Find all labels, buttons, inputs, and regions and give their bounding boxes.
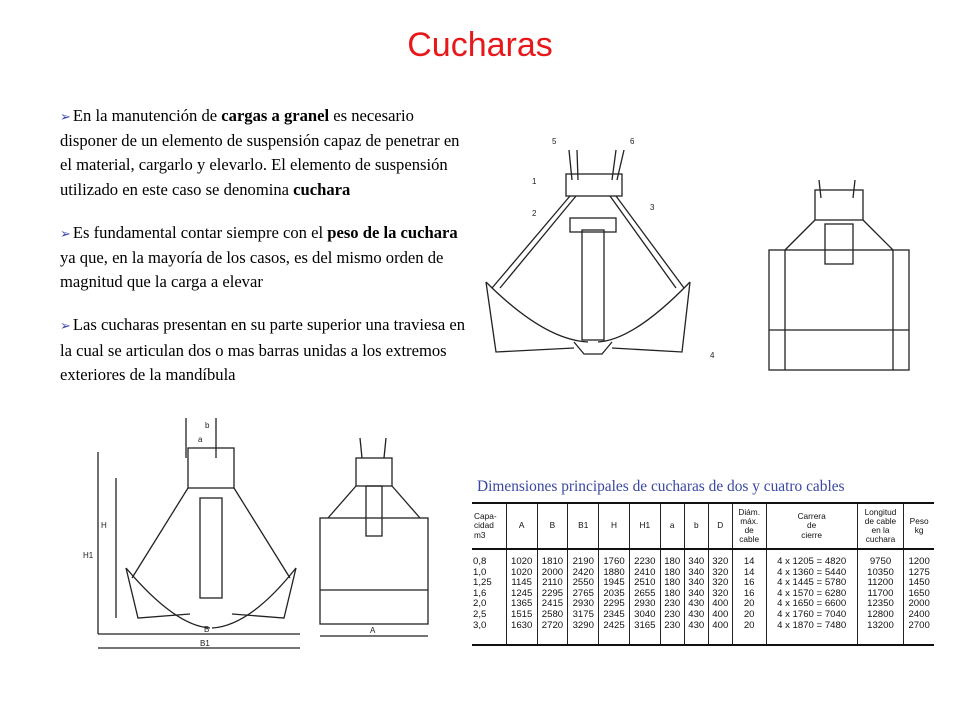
table-header-cell: a [660,503,684,549]
table-cell [660,549,684,645]
table-cell-value: 340 [688,566,705,578]
table-cell [537,549,568,645]
table-cell-value: 12800 [867,608,894,620]
table-cell-value: 2295 [603,598,625,610]
table-header-cell: D [708,503,732,549]
table-cell-value: 1,0 [473,566,487,578]
table-cell-value: 1650 [908,587,930,599]
dimension-label: b [205,421,210,430]
table-cell-value: 1450 [908,577,930,589]
table-cell-value: 10350 [867,566,894,578]
table-cell-value: 20 [743,619,755,631]
part-number-label: 4 [710,351,715,360]
table-cell [732,549,766,645]
table-header-cell: Peso kg [904,503,934,549]
part-number-label: 6 [630,137,635,146]
table-header-cell: H1 [629,503,660,549]
table-cell-value: 4 x 1205 = 4820 [777,556,847,567]
dimension-label: A [370,626,376,635]
table-header-cell: Capa- cidad m3 [474,511,497,540]
dimension-label: B [204,625,210,634]
table-cell-value: 2190 [572,556,594,567]
table-header-cell: b [684,503,708,549]
bullet-item-2 [60,221,470,295]
table-cell-value: 2,5 [473,608,487,620]
table-cell-value: 2035 [603,587,625,599]
arrow-bullet-icon: ➢ [60,225,71,241]
table-cell-value: 1245 [511,587,533,599]
dimension-label: B1 [200,639,210,648]
table-header-row [472,503,934,549]
part-number-label: 5 [552,137,557,146]
dimension-label: a [198,435,203,444]
table-cell-value: 11200 [867,577,894,589]
table-cell-value: 1630 [511,619,533,631]
table-cell-value: 2700 [908,619,930,631]
table-cell-value: 3290 [572,619,594,631]
table-cell-value: 3040 [634,608,656,620]
dimension-label: H1 [83,551,94,560]
table-cell-value: 2930 [572,598,594,610]
table-cell-value: 400 [712,619,729,631]
table-cell [684,549,708,645]
table-row [472,549,934,645]
table-header-cell: Carrera de cierre [766,503,857,549]
arrow-bullet-icon: ➢ [60,318,71,334]
table-cell-value: 400 [712,598,729,610]
bullet-text: En la manutención de [72,106,222,125]
table-cell-value: 4 x 1650 = 6600 [777,598,847,610]
table-header-cell: H [599,503,630,549]
table-cell-value: 230 [664,608,681,620]
table-cell-value: 180 [664,577,681,589]
table-cell-value: 4 x 1570 = 6280 [777,587,847,599]
table-cell-value: 2400 [908,608,930,620]
table-cell-value: 0,8 [473,556,487,567]
table-cell-value: 2550 [572,577,594,589]
bullet-text: Las cucharas presentan en su parte superior una traviesa en la cual se articulan dos o mas barras unidas a los extremos exteriores de la mandíbula [60,315,465,384]
table-cell [568,549,599,645]
table-header-cell: B [537,503,568,549]
table-cell-value: 320 [712,577,729,589]
table-header-cell: Longitud de cable en la cuchara [857,503,904,549]
table-cell-value: 12350 [867,598,894,610]
table-cell-value: 4 x 1360 = 5440 [777,566,847,578]
table-cell [472,549,506,645]
grab-side-view-diagram [755,180,925,380]
grab-side-view-diagram [312,438,437,648]
table-cell-value: 340 [688,577,705,589]
table-header-cell: Diám. máx. de cable [732,503,766,549]
table-cell-value: 2580 [541,608,564,620]
table-cell-value: 1,6 [473,587,487,599]
table-cell-value: 2000 [908,598,930,610]
bullet-text: ya que, en la mayoría de los casos, es del mismo orden de magnitud que la carga a elevar [60,248,444,292]
table-cell-value: 16 [743,587,755,599]
table-cell-value: 2720 [541,619,564,631]
part-number-label: 2 [532,209,537,218]
table-cell-value: 2765 [572,587,594,599]
table-cell-value: 230 [664,598,681,610]
table-cell-value: 11700 [867,587,894,599]
table-cell-value: 2230 [634,556,656,567]
bullet-emphasis: cuchara [293,179,351,199]
table-cell-value: 1275 [908,566,930,578]
table-header-cell: A [506,503,537,549]
table-cell-value: 2510 [634,577,656,589]
table-cell-value: 2410 [634,566,656,578]
table-cell-value: 2110 [542,577,563,589]
table-cell-value: 2,0 [473,598,487,610]
table-cell-value: 1145 [511,577,532,589]
two-cable-grab-diagram [474,130,744,385]
dimension-label: H [101,521,107,530]
table-cell-value: 2415 [541,598,564,610]
table-cell-value: 430 [688,619,705,631]
table-cell-value: 430 [688,598,705,610]
table-cell-value: 13200 [867,619,894,631]
table-cell-value: 4 x 1870 = 7480 [777,619,847,631]
table-cell-value: 14 [743,566,755,578]
arrow-bullet-icon: ➢ [60,109,71,124]
table-cell-value: 2425 [603,619,625,631]
table-cell-value: 2295 [541,587,564,599]
table-cell-value: 16 [743,577,755,589]
table-cell-value: 230 [664,619,681,631]
table-cell-value: 1020 [511,556,533,567]
table-cell [506,549,537,645]
table-cell-value: 2655 [634,587,656,599]
table-cell-value: 2000 [541,566,564,578]
dimensioned-grab-diagram [80,418,320,658]
table-header-cell: B1 [568,503,599,549]
table-cell [766,549,857,645]
table-cell-value: 1760 [603,556,625,567]
table-cell-value: 320 [712,587,729,599]
table-cell-value: 4 x 1760 = 7040 [777,608,847,620]
table-cell-value: 2930 [634,598,656,610]
bullet-emphasis: cargas a granel [221,106,330,125]
table-cell-value: 3165 [634,619,656,631]
table-cell-value: 320 [712,566,729,578]
table-cell [904,549,934,645]
table-cell-value: 180 [664,587,681,599]
table-cell-value: 2345 [603,608,625,620]
bullet-list [60,104,470,406]
table-cell-value: 320 [712,556,729,567]
table-cell-value: 9750 [869,556,892,567]
table-cell-value: 3,0 [473,619,487,631]
table-cell-value: 400 [712,608,729,620]
table-caption: Dimensiones principales de cucharas de dos y cuatro cables [477,478,845,495]
slide-title: Cucharas [407,26,553,64]
table-cell-value: 1,25 [473,577,492,589]
table-cell-value: 20 [743,598,755,610]
table-cell-value: 4 x 1445 = 5780 [777,577,847,589]
table-cell-value: 1945 [603,577,625,589]
table-cell-value: 1200 [908,556,930,567]
table-cell-value: 14 [743,556,755,567]
table-cell-value: 180 [664,566,681,578]
table-cell [857,549,904,645]
table-cell-value: 3175 [572,608,594,620]
bullet-item-1 [60,104,470,202]
table-cell-value: 430 [688,608,705,620]
table-cell-value: 180 [664,556,681,567]
dimensions-table [472,502,934,648]
table-cell-value: 20 [743,608,755,620]
table-cell [599,549,630,645]
bullet-emphasis: peso de la cuchara [327,222,458,242]
table-cell-value: 2420 [572,566,594,578]
table-cell-value: 1020 [511,566,533,578]
table-cell [629,549,660,645]
table-cell-value: 1515 [511,608,533,620]
table-cell [708,549,732,645]
table-cell-value: 340 [688,556,705,567]
bullet-text: es necesario disponer de un elemento de suspensión capaz de penetrar en el material, cargarlo y elevarlo. El elemento de suspensión utilizado en este caso se denomina [60,106,460,199]
part-number-label: 3 [650,203,655,212]
table-cell-value: 1880 [603,566,625,578]
part-number-label: 1 [532,177,537,186]
bullet-item-3 [60,313,470,387]
table-cell-value: 1365 [511,598,533,610]
bullet-text: Es fundamental contar siempre con el [72,222,328,242]
table-cell-value: 1810 [541,556,564,567]
table-cell-value: 340 [688,587,705,599]
